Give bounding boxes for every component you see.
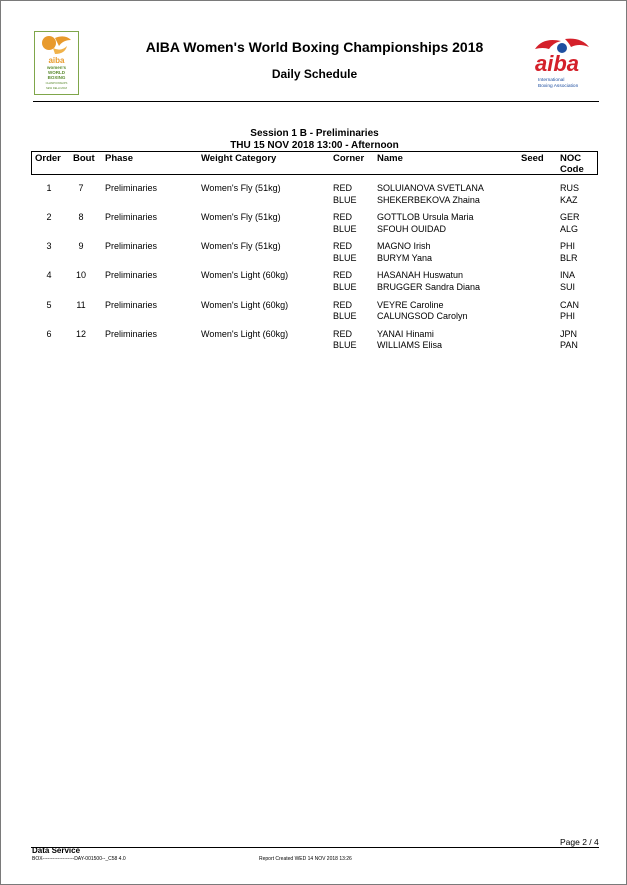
row-red-noc: CAN (560, 300, 580, 310)
header-divider (33, 101, 599, 102)
row-bout: 9 (78, 241, 84, 251)
row-blue-name: SHEKERBEKOVA Zhaina (377, 195, 480, 205)
row-corner-red: RED (333, 212, 353, 222)
row-corner-red: RED (333, 241, 353, 251)
footer-code: BOX-------------------DAY-001500--_C58 4.0 (32, 856, 126, 862)
row-blue-name: SFOUH OUIDAD (377, 224, 447, 234)
row-blue-name: CALUNGSOD Carolyn (377, 311, 468, 321)
row-corner-red: RED (333, 300, 353, 310)
aiba-logo-graphic (531, 35, 593, 93)
row-red-name: MAGNO Irish (377, 241, 431, 251)
row-phase: Preliminaries (105, 270, 158, 280)
row-phase: Preliminaries (105, 241, 158, 251)
header-bout: Bout (73, 153, 95, 164)
row-red-name: HASANAH Huswatun (377, 270, 464, 280)
row-blue-noc: SUI (560, 282, 576, 292)
row-red-noc: PHI (560, 241, 576, 251)
footer-report-created: Report Created WED 14 NOV 2018 13:26 (259, 856, 352, 862)
row-red-name: YANAI Hinami (377, 329, 434, 339)
row-weight: Women's Fly (51kg) (201, 212, 281, 222)
header-corner: Corner (333, 153, 365, 164)
header-seed: Seed (521, 153, 544, 164)
row-red-noc: JPN (560, 329, 578, 339)
row-blue-noc: KAZ (560, 195, 578, 205)
row-order: 2 (46, 212, 52, 222)
row-red-name: SOLUIANOVA SVETLANA (377, 183, 484, 193)
svg-text:women's: women's (46, 65, 67, 70)
row-blue-name: BRUGGER Sandra Diana (377, 282, 481, 292)
right-logo-word: aiba (535, 51, 580, 76)
row-blue-noc: PHI (560, 311, 576, 321)
row-order: 5 (46, 300, 52, 310)
page-title: AIBA Women's World Boxing Championships 2018 (145, 39, 484, 55)
header-noc: NOC (560, 153, 582, 164)
header-noc-code: Code (560, 164, 584, 175)
row-corner-blue: BLUE (333, 282, 357, 292)
row-red-name: GOTTLOB Ursula Maria (377, 212, 474, 222)
header-name: Name (377, 153, 403, 164)
row-blue-name: WILLIAMS Elisa (377, 340, 443, 350)
row-bout: 12 (75, 329, 86, 339)
left-logo-word: aiba (48, 56, 65, 65)
row-bout: 7 (78, 183, 84, 193)
svg-text:BOXING: BOXING (47, 75, 66, 80)
row-phase: Preliminaries (105, 300, 158, 310)
row-phase: Preliminaries (105, 183, 158, 193)
page-number: Page 2 / 4 (560, 837, 599, 847)
header-order: Order (35, 153, 61, 164)
row-bout: 8 (78, 212, 84, 222)
session-title: Session 1 B - Preliminaries (250, 128, 379, 139)
svg-text:Boxing Association: Boxing Association (538, 84, 579, 89)
row-order: 6 (46, 329, 52, 339)
row-blue-noc: BLR (560, 253, 578, 263)
row-order: 4 (46, 270, 52, 280)
row-weight: Women's Fly (51kg) (201, 241, 281, 251)
row-corner-red: RED (333, 270, 353, 280)
header-weight-category: Weight Category (201, 153, 277, 164)
aiba-logo (531, 35, 593, 93)
row-order: 3 (46, 241, 52, 251)
footer-divider (31, 847, 599, 848)
row-bout: 10 (75, 270, 86, 280)
row-weight: Women's Fly (51kg) (201, 183, 281, 193)
row-blue-noc: ALG (560, 224, 579, 234)
row-corner-blue: BLUE (333, 253, 357, 263)
row-order: 1 (46, 183, 52, 193)
session-datetime: THU 15 NOV 2018 13:00 - Afternoon (230, 140, 399, 151)
row-bout: 11 (76, 300, 86, 310)
row-red-noc: RUS (560, 183, 580, 193)
page-subtitle: Daily Schedule (271, 67, 358, 81)
row-corner-blue: BLUE (333, 340, 357, 350)
row-blue-noc: PAN (560, 340, 578, 350)
row-blue-name: BURYM Yana (377, 253, 433, 263)
row-phase: Preliminaries (105, 212, 158, 222)
row-corner-blue: BLUE (333, 195, 357, 205)
row-red-noc: GER (560, 212, 580, 222)
header-phase: Phase (105, 153, 133, 164)
row-phase: Preliminaries (105, 329, 158, 339)
row-corner-blue: BLUE (333, 224, 357, 234)
row-corner-blue: BLUE (333, 311, 357, 321)
row-weight: Women's Light (60kg) (201, 270, 289, 280)
svg-text:NEW DELHI 2018: NEW DELHI 2018 (46, 87, 67, 90)
svg-text:CHAMPIONSHIPS: CHAMPIONSHIPS (45, 82, 68, 85)
row-corner-red: RED (333, 329, 353, 339)
svg-text:International: International (538, 78, 565, 83)
svg-text:WORLD: WORLD (48, 70, 65, 75)
row-weight: Women's Light (60kg) (201, 300, 289, 310)
row-weight: Women's Light (60kg) (201, 329, 289, 339)
row-corner-red: RED (333, 183, 353, 193)
row-red-name: VEYRE Caroline (377, 300, 444, 310)
footer-data-service: Data Service (32, 846, 81, 855)
row-red-noc: INA (560, 270, 576, 280)
